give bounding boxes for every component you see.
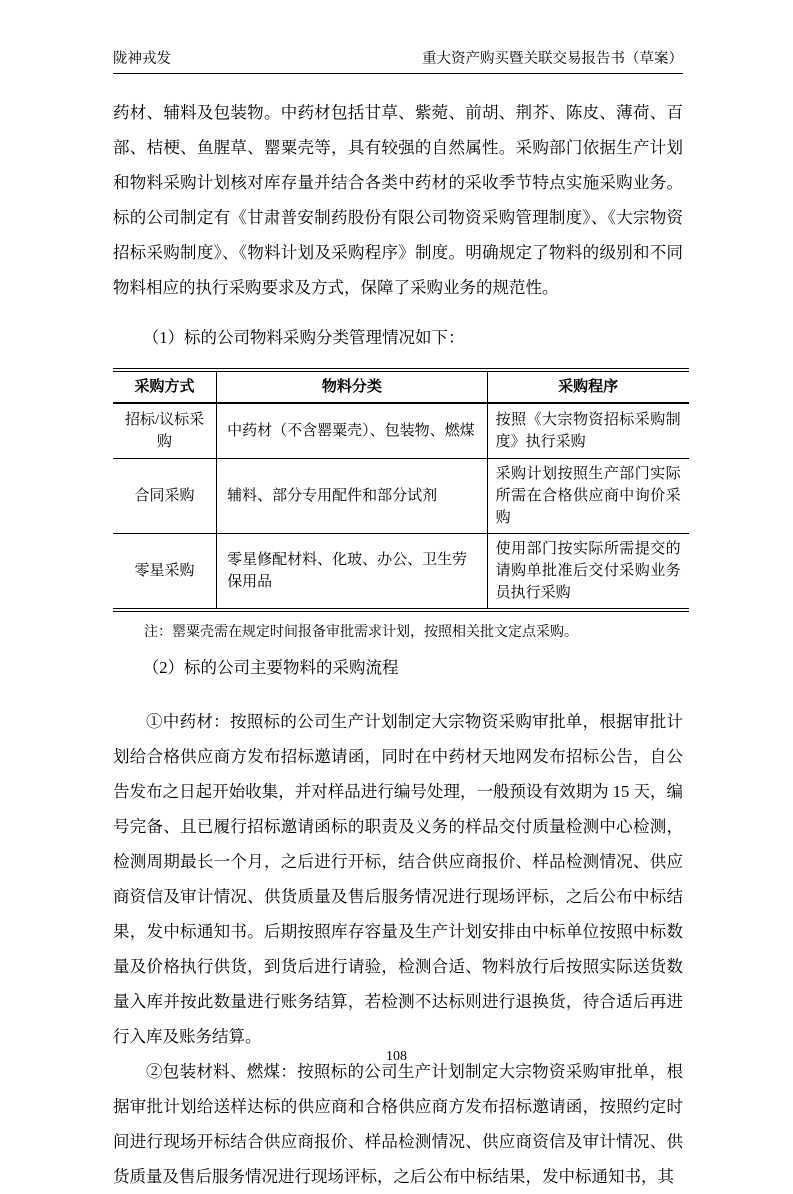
cell-category: 辅料、部分专用配件和部分试剂 — [217, 459, 488, 534]
column-header-procedure: 采购程序 — [487, 370, 689, 403]
table-row — [113, 403, 689, 459]
cell-category: 中药材（不含罂粟壳）、包装物、燃煤 — [217, 403, 488, 459]
column-header-method: 采购方式 — [113, 370, 217, 403]
cell-procedure: 按照《大宗物资招标采购制度》执行采购 — [487, 403, 689, 459]
cell-procedure: 使用部门按实际所需提交的请购单批准后交付采购业务员执行采购 — [495, 541, 681, 601]
cell-procedure: 采购计划按照生产部门实际所需在合格供应商中询价采购 — [487, 459, 689, 534]
table-row — [113, 459, 689, 534]
cell-method: 招标/议标采购 — [113, 403, 217, 459]
heading-classification: （1）标的公司物料采购分类管理情况如下： — [142, 328, 465, 347]
page-header — [113, 47, 683, 74]
paragraph-packaging-coal: ②包装材料、燃煤：按照标的公司生产计划制定大宗物资采购审批单，根据审批计划给送样达标的供应商和合格供应商方发布招标邀请函，按照约定时间进行现场开标结合供应商报价、样品检测情况、供应商资信及审计情况、供货质量及售后服务情况进行现场评标，之后公布中标结果，发中标通知书，其 — [113, 1062, 683, 1186]
column-header-category: 物料分类 — [217, 370, 488, 403]
table-head — [113, 370, 689, 403]
page-footer — [0, 1049, 793, 1065]
table-body — [113, 403, 689, 610]
paragraph-materials-continuation: 药材、辅料及包装物。中药材包括甘草、紫菀、前胡、荆芥、陈皮、薄荷、百部、桔梗、鱼腥草、罂粟壳等，具有较强的自然属性。采购部门依据生产计划和物料采购计划核对库存量并结合各类中药材的采收季节特点实施采购业务。标的公司制定有《甘肃普安制药股份有限公司物资采购管理制度》、《大宗物资招标采购制度》、《物料计划及采购程序》制度。明确规定了物料的级别和不同物料相应的执行采购要求及方式，保障了采购业务的规范性。 — [113, 103, 683, 297]
header-left-title: 陇神戎发 — [113, 51, 171, 67]
cell-method: 零星采购 — [113, 534, 217, 611]
procurement-classification-table — [113, 368, 689, 612]
table-note: 注：罂粟壳需在规定时间报备审批需求计划，按照相关批文定点采购。 — [144, 625, 578, 640]
header-right-title: 重大资产购买暨关联交易报告书（草案） — [422, 51, 683, 67]
cell-category: 零星修配材料、化玻、办公、卫生劳保用品 — [217, 534, 488, 611]
page-number: 108 — [386, 1049, 407, 1064]
table-header-row — [113, 370, 689, 403]
document-body — [113, 95, 683, 1194]
paragraph-herbal-materials: ①中药材：按照标的公司生产计划制定大宗物资采购审批单，根据审批计划给合格供应商方发布招标邀请函，同时在中药材天地网发布招标公告，自公告发布之日起开始收集，并对样品进行编号处理，一般预设有效期为 15 天，编号完备、且已履行招标邀请函标的职责及义务的样品交付质量检测中心检测，检测周期最长一个月，之后进行开标，结合供应商报价、样品检测情况、供应商资信及审计情况、供货质量及售后服务情况进行现场评标，之后公布中标结果，发中标通知书。后期按照库存容量及生产计划安排由中标单位按照中标数量及价格执行供货，到货后进行请验，检测合适、物料放行后按照实际送货数量入库并按此数量进行账务结算，若检测不达标则进行退换货，待合适后再进行入库及账务结算。 — [113, 712, 683, 1046]
table-row — [113, 534, 689, 611]
heading-procurement-process: （2）标的公司主要物料的采购流程 — [142, 658, 399, 677]
cell-method: 合同采购 — [113, 459, 217, 534]
